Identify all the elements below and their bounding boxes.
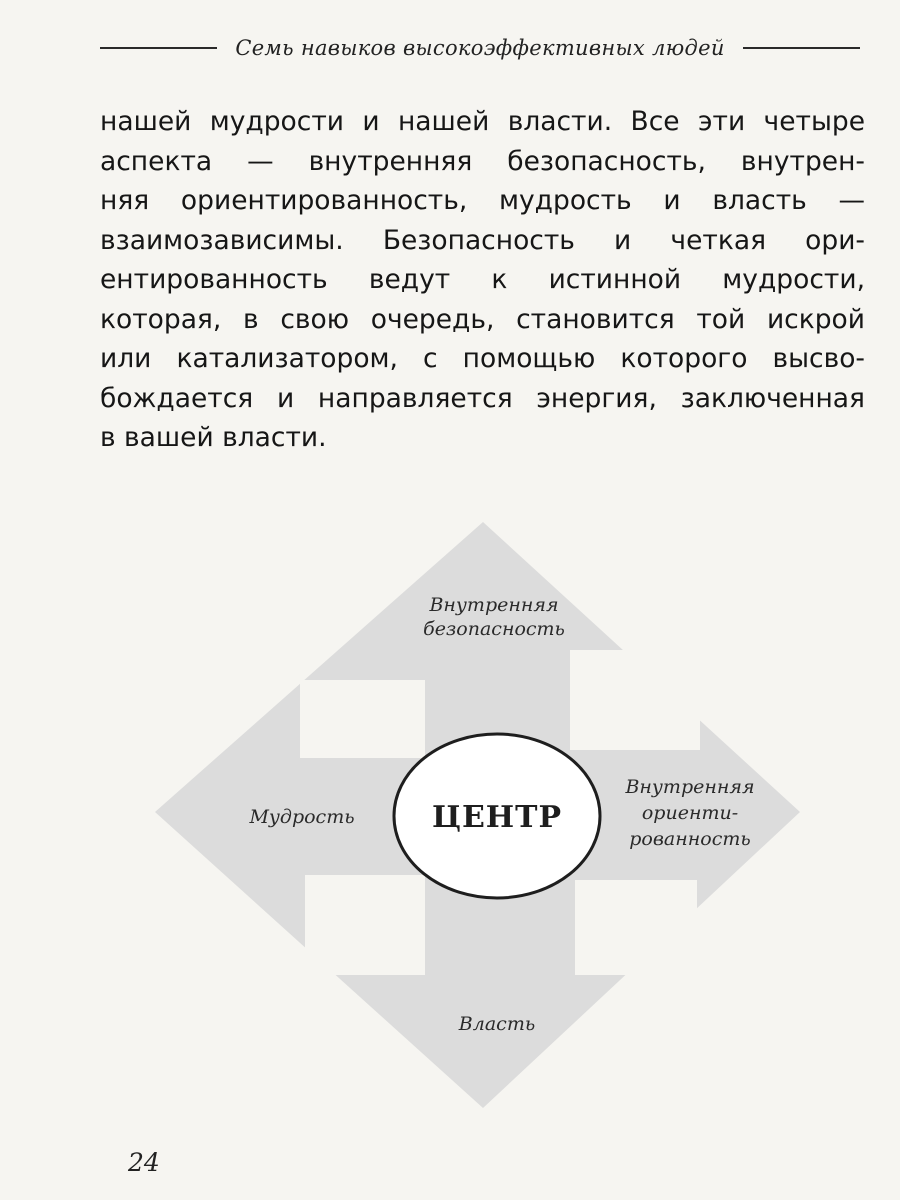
notch-bottom-right [575,880,697,975]
notch-bottom-left [305,875,430,975]
bottom-label: Власть [458,1013,536,1035]
text-line: бождается и направляется энергия, заключенная [100,382,865,414]
page-number: 24 [128,1148,160,1177]
text-line: взаимозависимы. Безопасность и четкая ори- [100,224,865,256]
text-line: в вашей власти. [100,422,327,453]
center-label: ЦЕНТР [431,800,563,835]
right-label-line2: ориенти- [641,802,739,824]
running-title: Семь навыков высокоэффективных людей [235,36,725,60]
top-label-line2: безопасность [423,618,565,640]
text-line: которая, в свою очередь, становится той искрой [100,303,865,335]
text-line: аспекта — внутренняя безопасность, внутрен- [100,145,865,177]
right-label-line3: рованность [629,828,751,850]
text-line: няя ориентированность, мудрость и власть — [100,185,865,216]
text-line: нашей мудрости и нашей власти. Все эти четыре [100,106,865,137]
right-label-line1: Внутренняя [625,776,755,798]
top-label-line1: Внутренняя [429,594,559,616]
left-label: Мудрость [249,806,355,828]
notch-top-right [570,650,700,750]
text-line: ентированность ведут к истинной мудрости, [100,264,865,295]
text-line: или катализатором, с помощью которого высво- [100,343,865,374]
notch-top-left [300,680,425,758]
